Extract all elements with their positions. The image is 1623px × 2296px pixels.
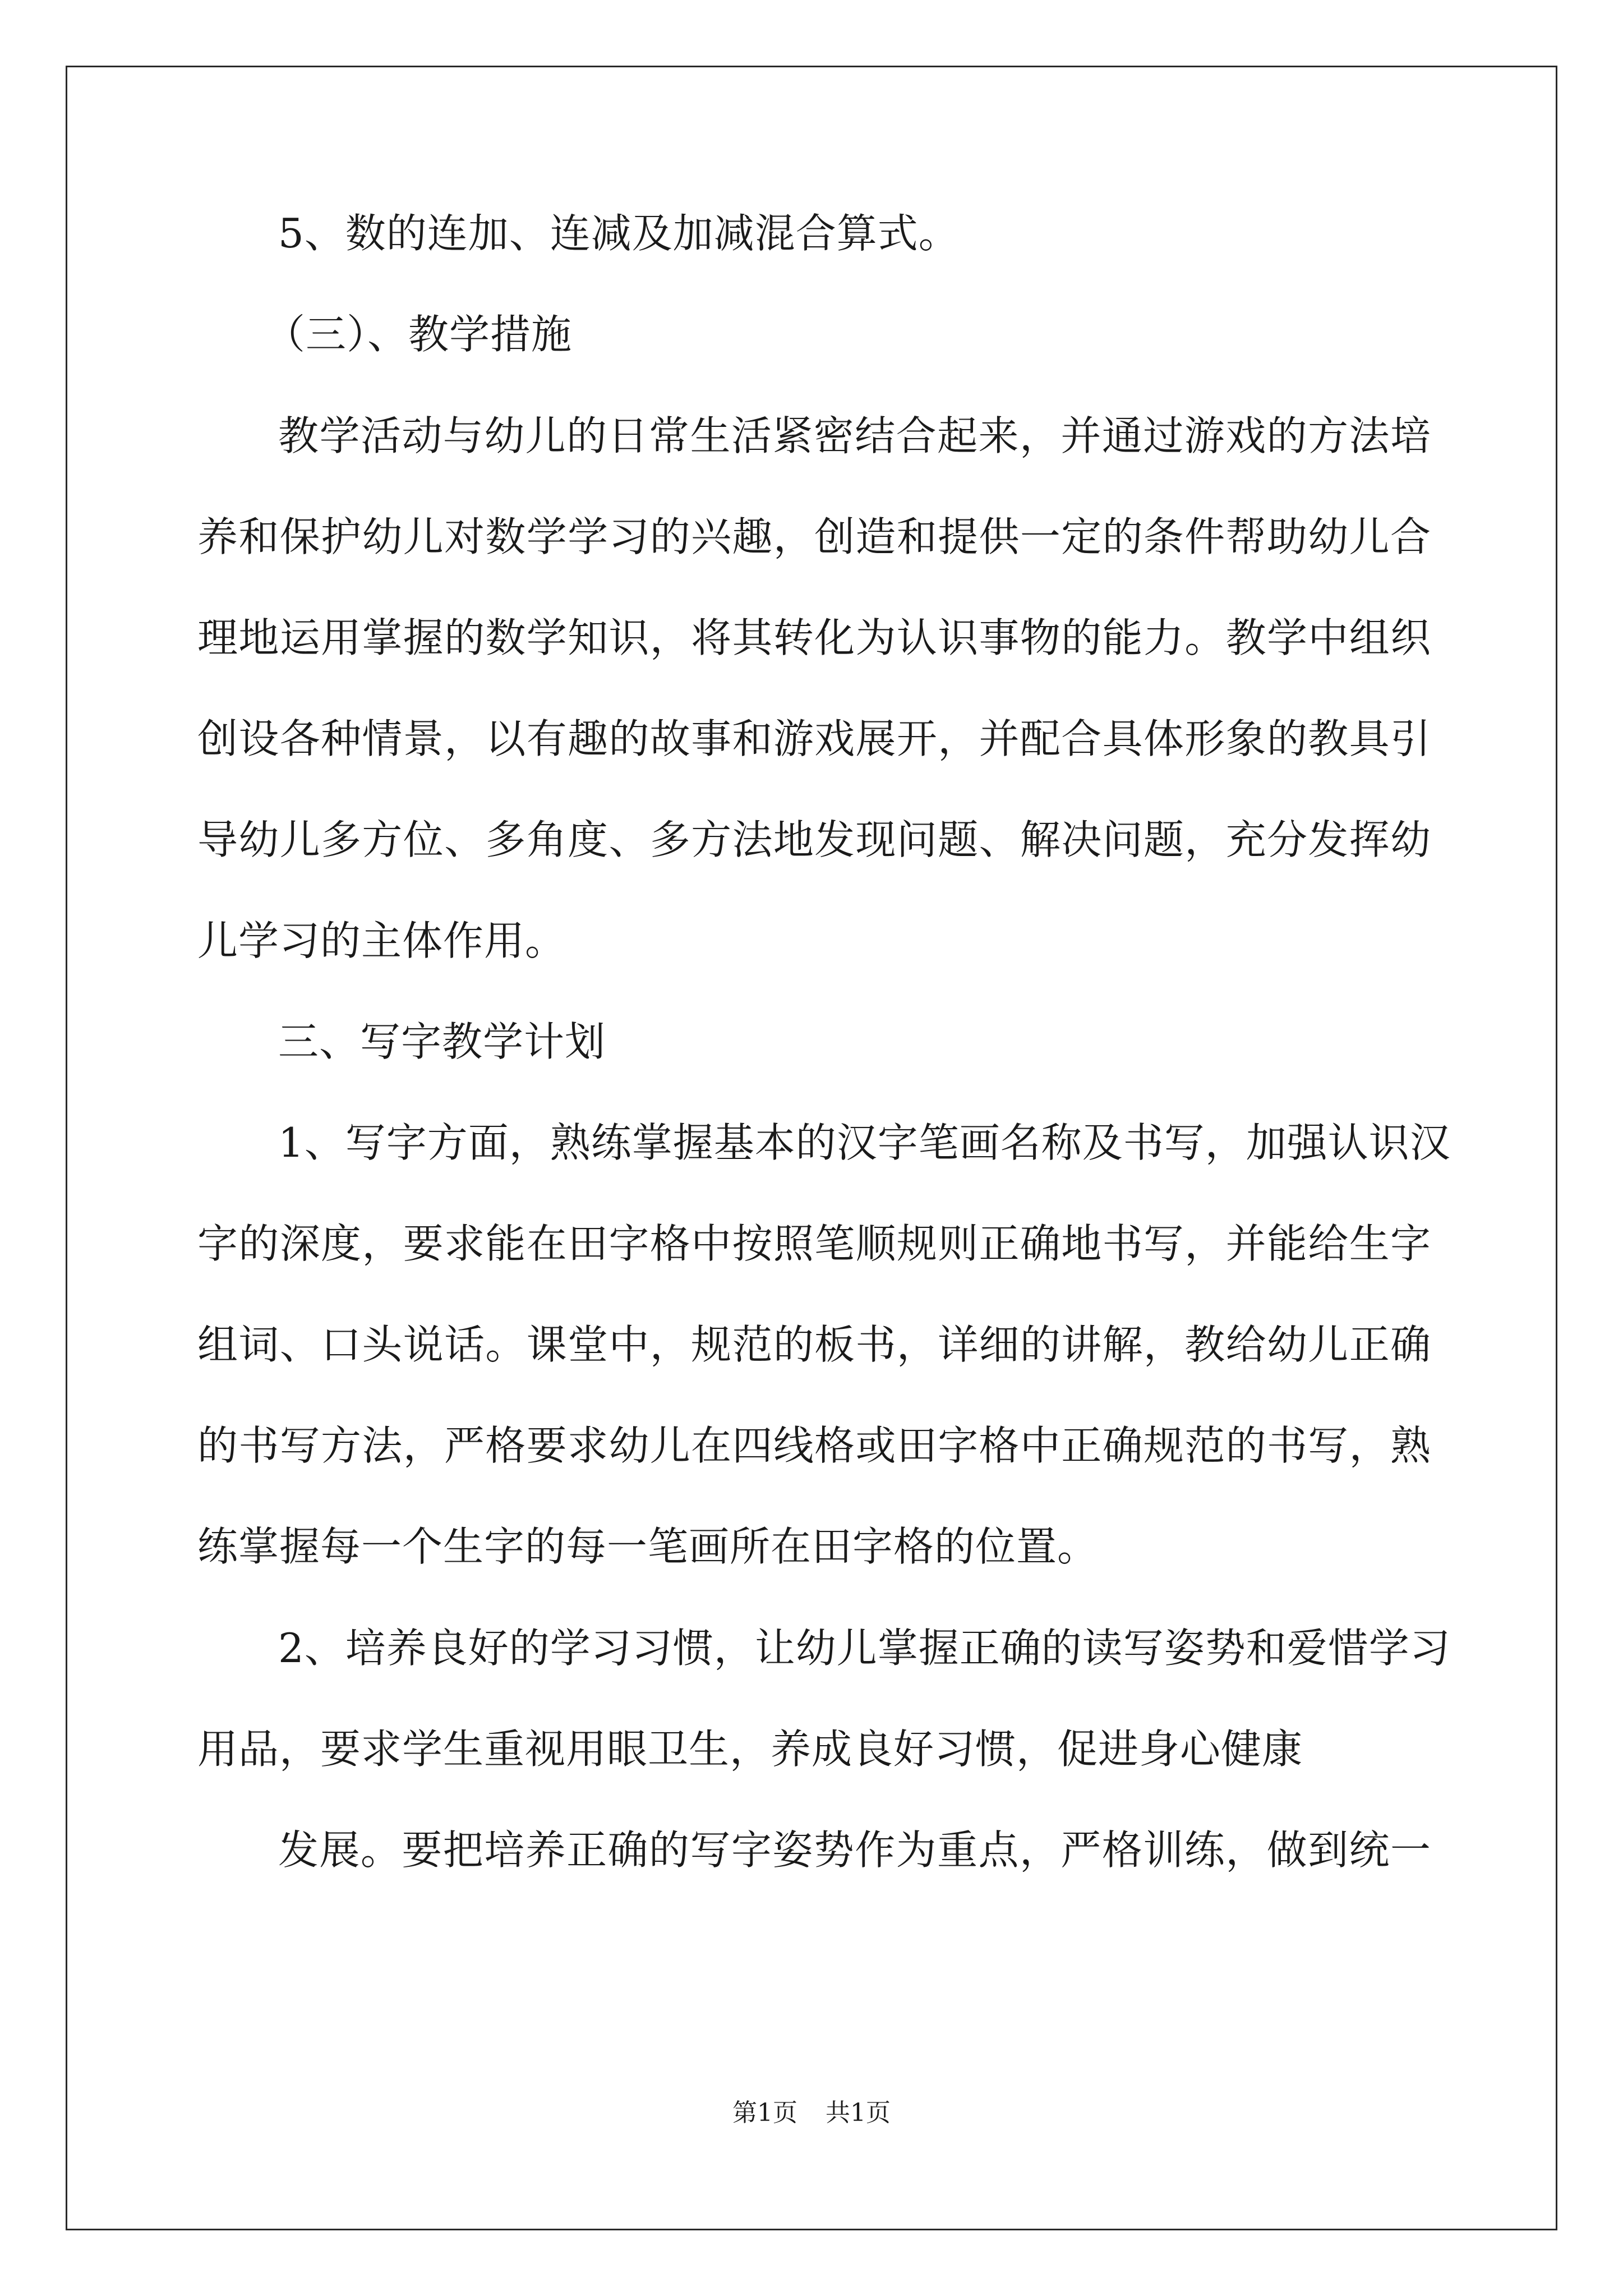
paragraph-line: 教学活动与幼儿的日常生活紧密结合起来，并通过游戏的方法培	[278, 412, 1431, 459]
page-total: 共1页	[826, 2099, 891, 2127]
paragraph-line: 练掌握每一个生字的每一笔画所在田字格的位置。	[197, 1523, 1099, 1570]
paragraph-line: 理地运用掌握的数学知识，将其转化为认识事物的能力。教学中组织	[197, 614, 1431, 661]
paragraph-line: 发展。要把培养正确的写字姿势作为重点，严格训练，做到统一	[278, 1826, 1431, 1874]
section-heading-writing-plan: 三、写字教学计划	[278, 1018, 606, 1065]
paragraph-line: 创设各种情景，以有趣的故事和游戏展开，并配合具体形象的教具引	[197, 715, 1431, 762]
paragraph-line: 字的深度，要求能在田字格中按照笔顺规则正确地书写，并能给生字	[197, 1220, 1431, 1267]
paragraph-line: 养和保护幼儿对数学学习的兴趣，创造和提供一定的条件帮助幼儿合	[197, 513, 1431, 560]
paragraph-line: 用品，要求学生重视用眼卫生，养成良好习惯，促进身心健康	[197, 1726, 1303, 1773]
page-number: 第1页	[732, 2099, 797, 2127]
section-heading-teaching-measures: （三）、教学措施	[265, 311, 573, 358]
paragraph-line: 的书写方法，严格要求幼儿在四线格或田字格中正确规范的书写，熟	[197, 1422, 1431, 1469]
page-footer	[0, 2092, 1623, 2128]
paragraph-line: 儿学习的主体作用。	[197, 917, 566, 964]
paragraph-line: 组词、口头说话。课堂中，规范的板书，详细的讲解，教给幼儿正确	[197, 1321, 1431, 1368]
list-item-5: 5、数的连加、连减及加减混合算式。	[278, 210, 960, 257]
paragraph-line: 导幼儿多方位、多角度、多方法地发现问题、解决问题，充分发挥幼	[197, 816, 1431, 863]
paragraph-line: 1、写字方面，熟练掌握基本的汉字笔画名称及书写，加强认识汉	[278, 1119, 1451, 1166]
paragraph-line: 2、培养良好的学习习惯，让幼儿掌握正确的读写姿势和爱惜学习	[278, 1625, 1451, 1672]
